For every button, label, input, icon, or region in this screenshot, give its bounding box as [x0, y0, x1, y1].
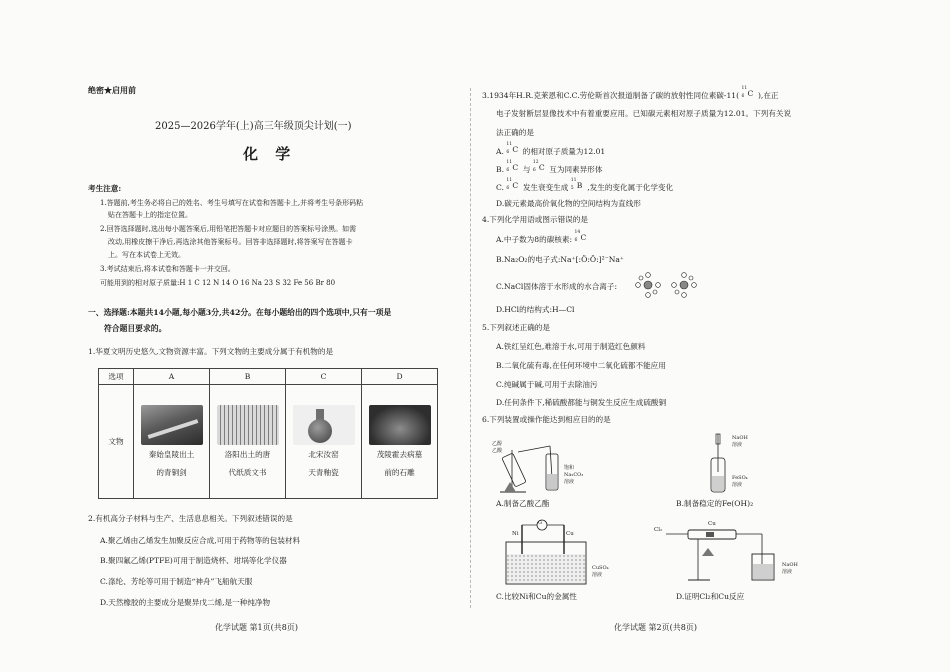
q3-option-c — [496, 178, 674, 192]
hydrated-ions-diagram — [634, 270, 704, 300]
atomic-number: 6 — [506, 150, 510, 155]
fig-b-label-naoh: NaOH — [732, 435, 748, 441]
mass-number: 14 — [574, 230, 581, 235]
fig-c-solution-label: 溶液 — [592, 572, 603, 578]
notice-title: 考生注意: — [88, 184, 122, 193]
element-symbol: B — [576, 181, 583, 190]
fig-b-label-solution: 溶液 — [732, 442, 743, 448]
element-symbol: C — [538, 163, 545, 172]
fig-b-label-solution2: 溶液 — [732, 482, 743, 488]
q3-text: 3.1934年H.R.克莱恩和C.C.劳伦斯首次报道制备了碳的放射性同位素碳-11( — [482, 91, 740, 100]
table-header-cell: B — [210, 369, 286, 385]
mass-number: 12 — [532, 160, 539, 165]
question-5: 5.下列叙述正确的是 — [482, 323, 550, 332]
table-header-cell: 选项 — [99, 369, 134, 385]
fig-d-cl2-label: Cl₂ — [654, 527, 663, 533]
fig-a-label-ethanol: 乙醇 — [492, 441, 503, 447]
q3-option-d: D.碳元素最高价氧化物的空间结构为直线形 — [496, 199, 641, 208]
secret-label: 绝密★启用前 — [88, 85, 136, 95]
fig-d-naoh-label: NaOH — [782, 562, 798, 568]
artifact-b-line1: 洛阳出土的唐 — [224, 450, 271, 459]
artifact-d-line1: 茂陵霍去病墓 — [376, 450, 423, 459]
artifact-cell-c — [286, 385, 362, 499]
q5-option-c: C.纯碱属于碱,可用于去除油污 — [496, 380, 598, 389]
hydrated-ion-left — [636, 273, 661, 298]
option-text: 发生衰变生成 — [522, 183, 569, 192]
footer-left: 化学试题 第1页(共8页) — [215, 623, 298, 632]
q3-text-end: ),在正 — [757, 91, 779, 100]
notice-2b: 改动,用橡皮擦干净后,再选涂其他答案标号。回答非选择题时,将答案写在答题卡 — [108, 238, 353, 246]
page-left — [0, 0, 470, 672]
mass-number: 11 — [506, 178, 513, 183]
question-1: 1.华夏文明历史悠久,文物资源丰富。下列文物的主要成分属于有机物的是 — [88, 347, 334, 356]
notice-2c: 上。写在本试卷上无效。 — [108, 251, 185, 259]
q2-option-a: A.聚乙烯由乙烯发生加聚反应合成,可用于药物等的包装材料 — [100, 536, 301, 545]
option-text: 与 — [522, 165, 531, 174]
mass-number: 11 — [506, 160, 513, 165]
artifact-cell-a — [134, 385, 210, 499]
table-header-cell: A — [134, 369, 210, 385]
stone-carving-photo — [369, 405, 431, 445]
nuclide-c14 — [574, 230, 588, 243]
notice-3: 3.考试结束后,将本试卷和答题卡一并交回。 — [100, 265, 235, 273]
question-3-line3: 法正确的是 — [496, 128, 534, 137]
exam-title: 2025—2026学年(上)高三年级顶尖计划(一) — [155, 121, 352, 132]
atomic-number: 5 — [570, 186, 574, 191]
artifact-cell-b — [210, 385, 286, 499]
fig-b-label-feso4: FeSO₄ — [732, 475, 748, 481]
q2-option-b: B.聚四氟乙烯(PTFE)可用于制造烧杯、坩埚等化学仪器 — [100, 556, 287, 565]
option-text: A.中子数为8的碳核素: — [496, 235, 573, 244]
artifact-a-line1: 秦始皇陵出土 — [148, 450, 195, 459]
fig-d-cu-label: Cu — [708, 521, 716, 527]
atomic-number: 6 — [532, 168, 536, 173]
atomic-number: 6 — [506, 168, 510, 173]
notice-1b: 贴在答题卡上的指定位置。 — [108, 211, 192, 219]
atomic-mass-line: 可能用到的相对原子质量:H 1 C 12 N 14 O 16 Na 23 S 32 Fe 56 Br 80 — [100, 279, 336, 287]
row-label: 文物 — [99, 385, 134, 499]
fig-c-cu-label: Cu — [566, 531, 574, 537]
nuclide-c11 — [506, 178, 520, 191]
footer-right: 化学试题 第2页(共8页) — [614, 623, 697, 632]
nuclide-c11 — [506, 160, 520, 173]
q4-option-b: B.Na₂O₂的电子式:Na⁺[:Ö:Ö:]²⁻Na⁺ — [496, 255, 624, 264]
notice-1a: 1.答题前,考生务必将自己的姓名、考生号填写在试卷和答题卡上,并将考生号条形码粘 — [100, 199, 364, 207]
celadon-vase-photo — [293, 405, 355, 445]
apparatus-d-chlorine-copper — [658, 522, 818, 586]
artifact-d-line2: 前的石雕 — [384, 468, 415, 477]
page-right — [470, 0, 950, 672]
apparatus-a-esterification — [490, 432, 610, 496]
artifact-c-line1: 北宋汝窑 — [308, 450, 339, 459]
q4-option-d: D.HCl的结构式:H—Cl — [496, 305, 575, 314]
q3-option-a — [496, 142, 606, 156]
nuclide-b11 — [570, 178, 585, 191]
question-3 — [482, 86, 779, 100]
fig-d-solution-label: 溶液 — [782, 569, 793, 575]
option-text: 互为同素异形体 — [549, 165, 603, 174]
q6-option-a: A.制备乙酸乙酯 — [496, 499, 550, 508]
hydrated-ion-right — [672, 273, 697, 298]
artifact-a-line2: 的青铜剑 — [156, 468, 187, 477]
option-letter: C. — [496, 183, 504, 192]
artifact-b-line2: 代纸质文书 — [228, 468, 267, 477]
notice-2a: 2.回答选择题时,选出每小题答案后,用铅笔把答题卡对应题目的答案标号涂黑。如需 — [100, 225, 357, 233]
artifact-c-line2: 天青釉瓷 — [308, 468, 339, 477]
question-6: 6.下列装置或操作能达到相应目的的是 — [482, 415, 611, 424]
q3-option-b — [496, 160, 603, 174]
mass-number: 11 — [570, 178, 577, 183]
q4-option-a — [496, 230, 588, 244]
table-header-cell: D — [362, 369, 438, 385]
section-heading-cont: 符合题目要求的。 — [104, 324, 167, 333]
question-4: 4.下列化学用语或图示错误的是 — [482, 215, 588, 224]
section-heading: 一、选择题:本题共14小题,每小题3分,共42分。在每小题给出的四个选项中,只有一项是 — [88, 308, 392, 317]
apparatus-c-galvanic — [502, 518, 598, 586]
element-symbol: C — [512, 181, 519, 190]
mass-number: 11 — [741, 86, 748, 91]
element-symbol: C — [580, 233, 587, 242]
q6-option-b: B.制备稳定的Fe(OH)₂ — [676, 499, 754, 508]
nuclide-c11 — [506, 142, 520, 155]
element-symbol: C — [747, 89, 754, 98]
q2-option-c: C.涤纶、芳纶等可用于制造“神舟”飞船航天服 — [100, 577, 253, 586]
atomic-number: 6 — [741, 94, 745, 99]
fig-c-cuso4-label: CuSO₄ — [592, 565, 609, 571]
option-text: ,发生的变化属于化学变化 — [587, 183, 674, 192]
q2-option-d: D.天然橡胶的主要成分是聚异戊二烯,是一种纯净物 — [100, 598, 271, 607]
nuclide-c12 — [532, 160, 547, 173]
artifact-table — [98, 368, 438, 499]
subject-title: 化 学 — [243, 145, 297, 163]
atomic-number: 6 — [506, 186, 510, 191]
element-symbol: C — [512, 163, 519, 172]
paper-document-photo — [217, 405, 279, 445]
fig-a-label-solution: 溶液 — [564, 479, 575, 485]
element-symbol: C — [512, 145, 519, 154]
q6-option-c: C.比较Ni和Cu的金属性 — [496, 592, 577, 601]
question-3-line2: 电子发射断层显像技术中有着重要应用。已知碳元素相对原子质量为12.01。下列有关说 — [496, 109, 792, 118]
nuclide-c11 — [741, 86, 756, 99]
q5-option-a: A.铁红呈红色,难溶于水,可用于制造红色颜料 — [496, 342, 646, 351]
q5-option-d: D.任何条件下,稀硫酸都能与铜发生反应生成硫酸铜 — [496, 398, 667, 407]
mass-number: 11 — [506, 142, 513, 147]
atomic-number: 6 — [574, 238, 578, 243]
fig-a-label-saturated: 饱和 — [564, 465, 575, 471]
option-letter: B. — [496, 165, 504, 174]
option-text: 的相对原子质量为12.01 — [522, 147, 606, 156]
q4-option-c: C.NaCl固体溶于水形成的水合离子: — [496, 282, 618, 291]
artifact-cell-d — [362, 385, 438, 499]
q5-option-b: B.二氧化硫有毒,在任何环境中二氧化硫都不能应用 — [496, 361, 666, 370]
question-2: 2.有机高分子材料与生产、生活息息相关。下列叙述错误的是 — [88, 514, 293, 523]
option-letter: A. — [496, 147, 504, 156]
fig-a-label-na2co3: Na₂CO₃ — [564, 472, 584, 478]
fig-a-label-acetic-acid: 乙酸 — [492, 448, 503, 454]
fig-c-ni-label: Ni — [512, 531, 519, 537]
q6-option-d: D.证明Cl₂和Cu反应 — [676, 592, 745, 601]
bronze-sword-photo — [141, 405, 203, 445]
table-header-cell: C — [286, 369, 362, 385]
fig-c-galvanometer-label: G — [538, 520, 542, 526]
